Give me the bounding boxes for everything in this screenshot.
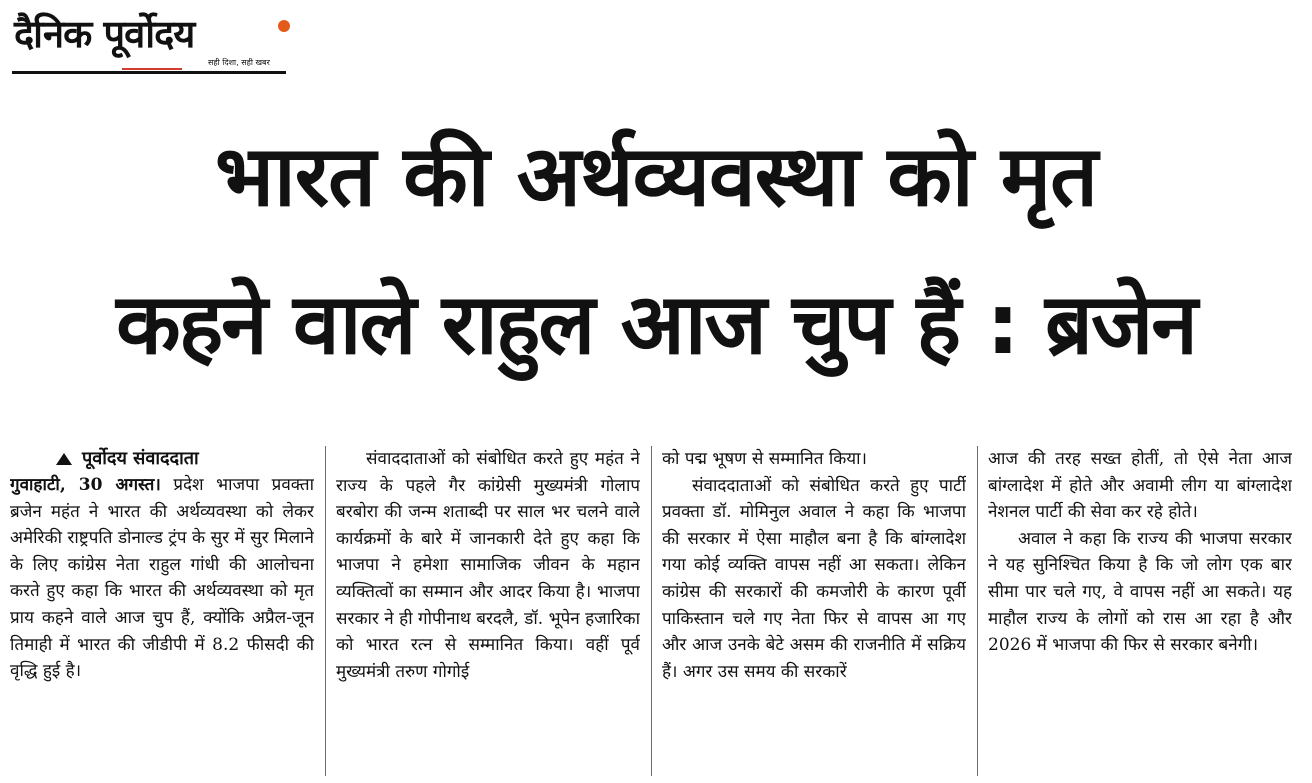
paragraph-4a: आज की तरह सख्त होतीं, तो ऐसे नेता आज बांग्लादेश में होते और अवामी लीग या बांग्लादेश नेशनल पार्टी की सेवा कर रहे होते। — [988, 449, 1292, 523]
lead-paragraph — [10, 472, 314, 685]
column-divider — [651, 446, 652, 776]
paragraph-3b: संवाददाताओं को संबोधित करते हुए पार्टी प्रवक्ता डॉ. मोमिनुल अवाल ने कहा कि भाजपा की सरकार में ऐसा माहौल बना है कि बांग्लादेश गया कोई व्यक्ति वापस नहीं आ सकता। लेकिन कांग्रेस की सरकारों की कमजोरी के कारण पूर्वी पाकिस्तान चले गए नेता फिर से वापस आ गए और आज उनके बेटे असम की राजनीति में सक्रिय हैं। अगर उस समय की सरकारें — [662, 475, 966, 682]
byline — [10, 446, 314, 472]
headline-line-1: भारत की अर्थव्यवस्था को मृत — [214, 127, 1098, 225]
masthead-tagline: सही दिशा, सही खबर — [208, 58, 270, 67]
column-divider — [325, 446, 326, 776]
headline-line-2: कहने वाले राहुल आज चुप हैं : ब्रजेन — [116, 275, 1196, 373]
masthead-logo-text: दैनिक पूर्वोदय — [14, 12, 195, 56]
byline-triangle-icon — [56, 453, 72, 465]
masthead — [12, 8, 286, 74]
dateline: गुवाहाटी, 30 अगस्त। — [10, 475, 161, 495]
column-divider — [977, 446, 978, 776]
article-headline — [14, 102, 1298, 398]
paragraph-2: संवाददाताओं को संबोधित करते हुए महंत ने राज्य के पहले गैर कांग्रेसी मुख्यमंत्री गोलाप बरबोरा की जन्म शताब्दी पर साल भर चलने वाले कार्यक्रमों के बारे में जानकारी देते हुए कहा कि भाजपा ने हमेशा सामाजिक जीवन के महान व्यक्तित्वों का सम्मान और आदर किया है। भाजपा सरकार ने ही गोपीनाथ बरदलै, डॉ. भूपेन हजारिका को भारत रत्न से सम्मानित किया। वहीं पूर्व मुख्यमंत्री तरुण गोगोई — [336, 449, 640, 682]
masthead-logo-dot-icon — [278, 20, 290, 32]
article-column-4 — [988, 446, 1292, 780]
byline-text: पूर्वोदय संवाददाता — [82, 448, 199, 469]
article-column-2 — [336, 446, 640, 780]
article-column-1 — [10, 446, 314, 780]
masthead-red-accent-line — [122, 68, 182, 70]
lead-paragraph-text: प्रदेश भाजपा प्रवक्ता ब्रजेन महंत ने भारत की अर्थव्यवस्था को लेकर अमेरिकी राष्ट्रपति डोनाल्ड ट्रंप के सुर में सुर मिलाने के लिए कांग्रेस नेता राहुल गांधी की आलोचना करते हुए कहा कि भारत की अर्थव्यवस्था को मृत प्राय कहने वाले आज चुप हैं, क्योंकि अप्रैल-जून तिमाही में भारत की जीडीपी में 8.2 फीसदी की वृद्धि हुई है। — [10, 475, 314, 682]
paragraph-4b: अवाल ने कहा कि राज्य की भाजपा सरकार ने यह सुनिश्चित किया है कि जो लोग एक बार सीमा पार चले गए, वे वापस नहीं आ सकते। यह माहौल राज्य के लोगों को रास आ रहा है और 2026 में भाजपा की फिर से सरकार बनेगी। — [988, 528, 1292, 656]
article-column-3 — [662, 446, 966, 780]
article-body — [10, 446, 1304, 780]
paragraph-3a: को पद्म भूषण से सम्मानित किया। — [662, 449, 867, 469]
masthead-underline — [12, 71, 286, 74]
